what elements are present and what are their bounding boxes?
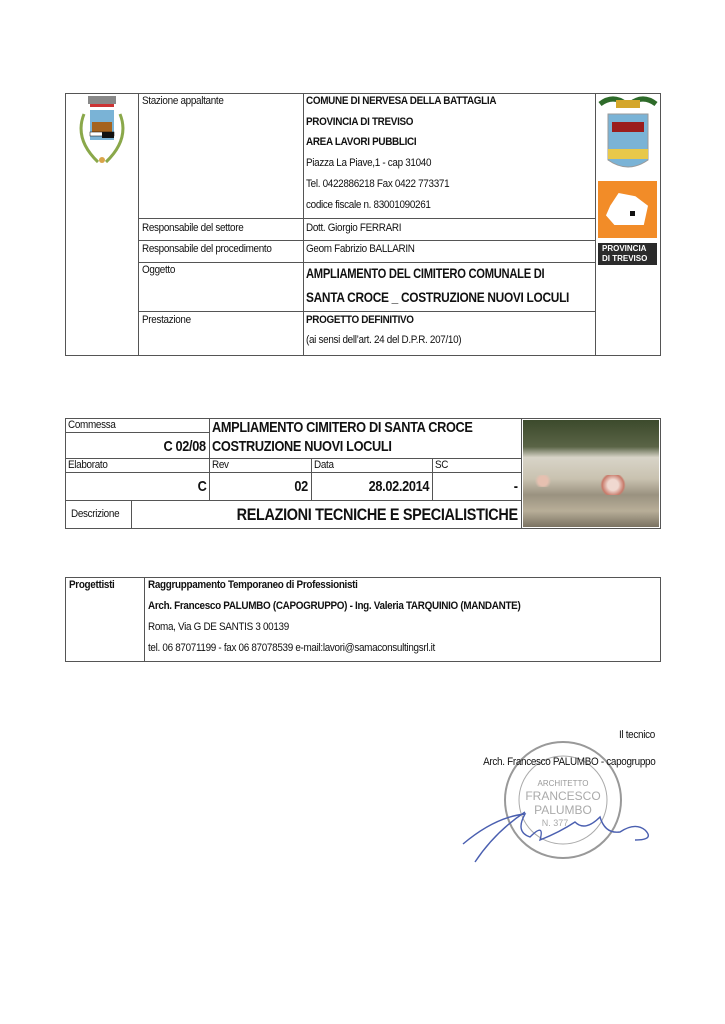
- divider: [209, 418, 210, 500]
- divider: [144, 577, 145, 662]
- divider: [65, 432, 209, 433]
- divider: [65, 472, 521, 473]
- oggetto-line: AMPLIAMENTO DEL CIMITERO COMUNALE DI: [306, 265, 545, 281]
- divider: [65, 500, 521, 501]
- progettisti-line: Raggruppamento Temporaneo di Professionisti: [148, 579, 358, 591]
- svg-text:N. 377: N. 377: [541, 818, 569, 828]
- divider: [595, 93, 596, 356]
- divider: [138, 218, 595, 219]
- prestazione-line: (ai sensi dell’art. 24 del D.P.R. 207/10): [306, 334, 462, 346]
- comune-crest-logo: [68, 94, 136, 174]
- stazione-line: AREA LAVORI PUBBLICI: [306, 136, 417, 148]
- provincia-treviso-label: PROVINCIA DI TREVISO: [598, 243, 657, 265]
- data-label: Data: [314, 459, 334, 471]
- elaborato-label: Elaborato: [68, 459, 108, 471]
- stazione-line: COMUNE DI NERVESA DELLA BATTAGLIA: [306, 95, 497, 107]
- progettisti-label: Progettisti: [69, 579, 115, 591]
- project-title-line: AMPLIAMENTO CIMITERO DI SANTA CROCE: [212, 419, 473, 436]
- prestazione-line: PROGETTO DEFINITIVO: [306, 314, 414, 326]
- divider: [521, 418, 522, 529]
- divider: [131, 500, 132, 529]
- divider: [138, 93, 139, 356]
- oggetto-label: Oggetto: [142, 264, 176, 276]
- stazione-line: codice fiscale n. 83001090261: [306, 199, 431, 211]
- divider: [138, 240, 595, 241]
- resp-settore-value: Dott. Giorgio FERRARI: [306, 222, 402, 234]
- elaborato-value: C: [197, 478, 206, 495]
- resp-proc-value: Geom Fabrizio BALLARIN: [306, 243, 415, 255]
- stazione-line: Piazza La Piave,1 - cap 31040: [306, 157, 432, 169]
- cemetery-photo: [523, 420, 659, 527]
- progettisti-line: Roma, Via G DE SANTIS 3 00139: [148, 621, 289, 633]
- svg-text:FRANCESCO: FRANCESCO: [525, 789, 601, 803]
- sc-value: -: [514, 478, 518, 495]
- divider: [303, 93, 304, 356]
- resp-proc-label: Responsabile del procedimento: [142, 243, 272, 255]
- divider: [65, 458, 521, 459]
- descrizione-label: Descrizione: [71, 508, 120, 520]
- prestazione-label: Prestazione: [142, 314, 191, 326]
- commessa-label: Commessa: [68, 419, 116, 431]
- resp-settore-label: Responsabile del settore: [142, 222, 244, 234]
- stazione-label: Stazione appaltante: [142, 95, 224, 107]
- descrizione-value: RELAZIONI TECNICHE E SPECIALISTICHE: [236, 505, 518, 524]
- progettisti-line: tel. 06 87071199 - fax 06 87078539 e-mail:lavori@samaconsultingsrl.it: [148, 642, 435, 654]
- divider: [138, 311, 595, 312]
- divider: [138, 262, 595, 263]
- svg-text:ARCHITETTO: ARCHITETTO: [537, 779, 589, 788]
- project-title-line: COSTRUZIONE NUOVI LOCULI: [212, 438, 392, 455]
- signature-role: Il tecnico: [619, 729, 655, 741]
- provincia-crest-logo: [598, 94, 658, 174]
- divider: [432, 458, 433, 500]
- provincia-orange-logo: [598, 181, 657, 238]
- data-value: 28.02.2014: [368, 478, 429, 495]
- signature-name: Arch. Francesco PALUMBO - capogruppo: [482, 756, 655, 768]
- rev-label: Rev: [212, 459, 229, 471]
- rev-value: 02: [294, 478, 308, 495]
- sc-label: SC: [435, 459, 449, 471]
- stazione-line: PROVINCIA DI TREVISO: [306, 116, 414, 128]
- svg-text:PALUMBO: PALUMBO: [534, 803, 592, 817]
- commessa-value: C 02/08: [163, 438, 206, 455]
- progettisti-line: Arch. Francesco PALUMBO (CAPOGRUPPO) - Ing. Valeria TARQUINIO (MANDANTE): [148, 600, 521, 612]
- stazione-line: Tel. 0422886218 Fax 0422 773371: [306, 178, 450, 190]
- oggetto-line: SANTA CROCE _ COSTRUZIONE NUOVI LOCULI: [306, 289, 570, 305]
- divider: [311, 458, 312, 500]
